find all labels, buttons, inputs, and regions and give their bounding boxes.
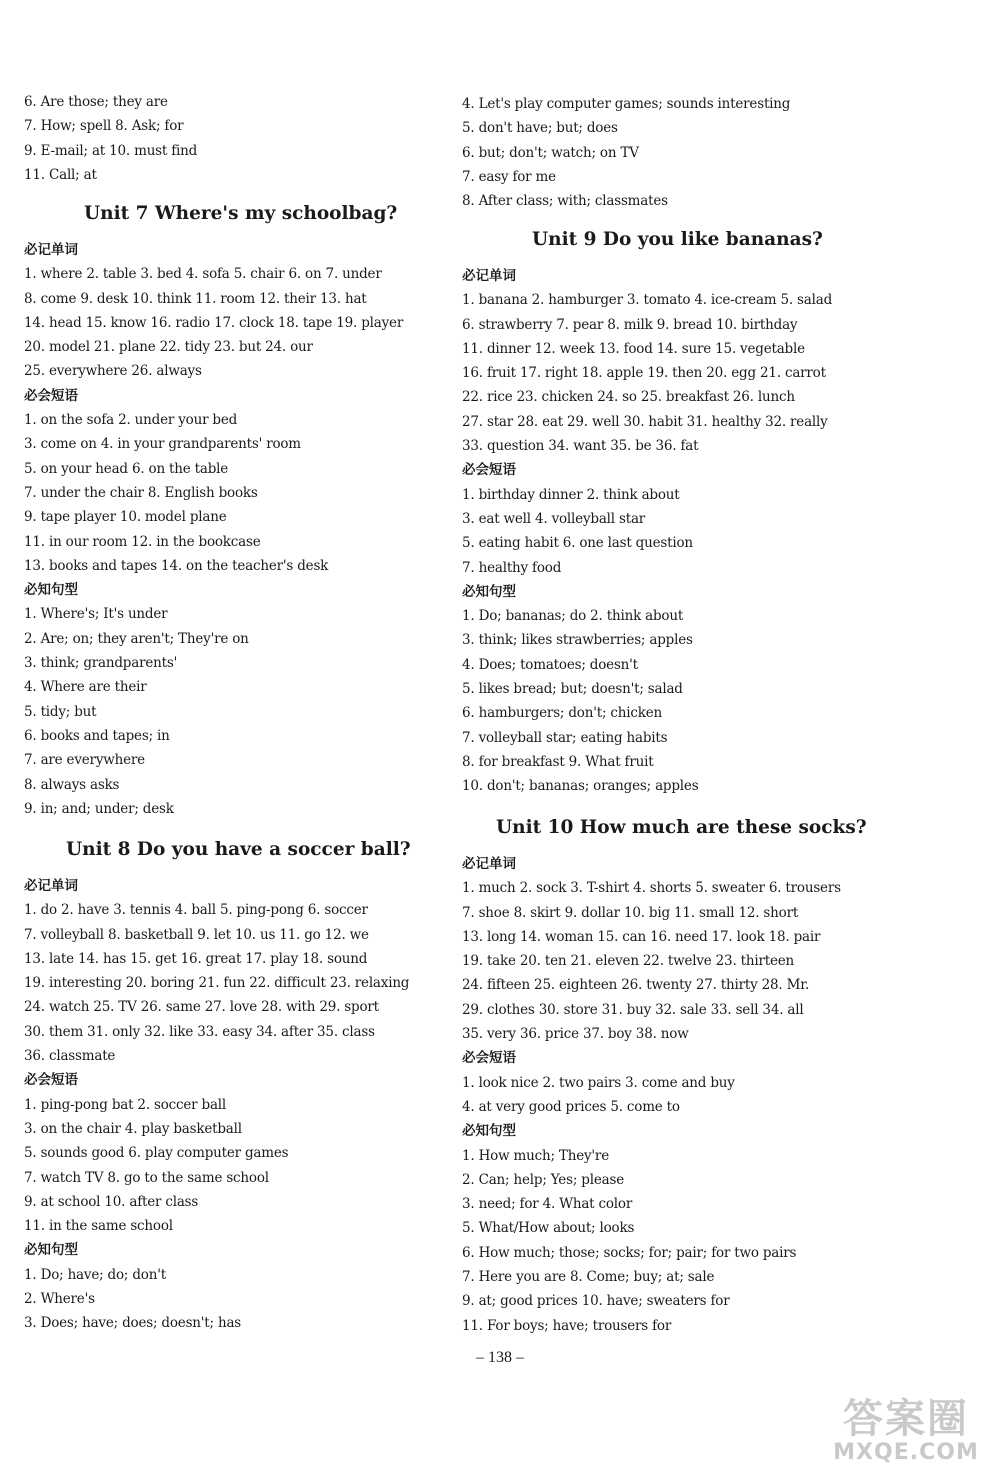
answer-line: 1. banana 2. hamburger 3. tomato 4. ice-cream 5. salad — [462, 292, 833, 309]
answer-line: 6. strawberry 7. pear 8. milk 9. bread 10. birthday — [462, 316, 798, 333]
answer-line: 1. much 2. sock 3. T-shirt 4. shorts 5. sweater 6. trousers — [462, 880, 841, 897]
answer-line: 5. likes bread; but; doesn't; salad — [462, 681, 683, 698]
unit7-section — [24, 190, 460, 821]
answer-line: 27. star 28. eat 29. well 30. habit 31. healthy 32. really — [462, 413, 828, 430]
phrases-label: 必会短语 — [462, 462, 516, 479]
answer-line: 1. where 2. table 3. bed 4. sofa 5. chair 6. on 7. under — [24, 266, 382, 283]
answer-line: 2. Can; help; Yes; please — [462, 1171, 624, 1188]
answer-line: 6. How much; those; socks; for; pair; for two pairs — [462, 1244, 797, 1261]
answer-line: 11. Call; at — [24, 166, 97, 183]
sentences-label: 必知句型 — [24, 582, 78, 599]
answer-line: 7. How; spell 8. Ask; for — [24, 118, 184, 135]
answer-line: 16. fruit 17. right 18. apple 19. then 20. egg 21. carrot — [462, 365, 826, 382]
answer-line: 13. late 14. has 15. get 16. great 17. play 18. sound — [24, 950, 368, 967]
answer-line: 24. fifteen 25. eighteen 26. twenty 27. thirty 28. Mr. — [462, 977, 810, 994]
answer-line: 1. How much; They're — [462, 1147, 609, 1164]
answer-line: 35. very 36. price 37. boy 38. now — [462, 1026, 689, 1043]
answer-line: 4. Does; tomatoes; doesn't — [462, 656, 638, 673]
answer-line: 22. rice 23. chicken 24. so 25. breakfast 26. lunch — [462, 389, 795, 406]
sentences-label: 必知句型 — [462, 1123, 516, 1140]
answer-line: 7. healthy food — [462, 559, 562, 576]
answer-line: 8. come 9. desk 10. think 11. room 12. their 13. hat — [24, 290, 367, 307]
answer-line: 11. in the same school — [24, 1218, 173, 1235]
unit-title: Unit 10 How much are these socks? — [496, 817, 867, 838]
answer-line: 7. are everywhere — [24, 752, 145, 769]
answer-line: 20. model 21. plane 22. tidy 23. but 24. our — [24, 339, 313, 356]
sentences-label: 必知句型 — [24, 1242, 78, 1259]
answer-line: 3. think; likes strawberries; apples — [462, 632, 693, 649]
answer-line: 5. What/How about; looks — [462, 1220, 635, 1237]
watermark-logo-text: 答案圈 — [843, 1396, 969, 1442]
answer-line: 19. take 20. ten 21. eleven 22. twelve 23. thirteen — [462, 953, 795, 970]
unit-title: Unit 8 Do you have a soccer ball? — [66, 839, 411, 860]
answer-line: 9. at; good prices 10. have; sweaters for — [462, 1293, 730, 1310]
answer-line: 3. eat well 4. volleyball star — [462, 510, 646, 527]
answer-line: 13. long 14. woman 15. can 16. need 17. look 18. pair — [462, 928, 821, 945]
answer-line: 1. on the sofa 2. under your bed — [24, 412, 238, 429]
unit-title: Unit 9 Do you like bananas? — [532, 229, 823, 250]
answer-line: 1. Where's; It's under — [24, 606, 168, 623]
unit8-section — [24, 826, 460, 1336]
answer-line: 19. interesting 20. boring 21. fun 22. difficult 23. relaxing — [24, 975, 410, 992]
answer-line: 8. After class; with; classmates — [462, 193, 668, 210]
answer-line: 5. eating habit 6. one last question — [462, 535, 693, 552]
answer-line: 8. always asks — [24, 776, 120, 793]
answer-line: 1. ping-pong bat 2. soccer ball — [24, 1096, 227, 1113]
answer-line: 1. Do; bananas; do 2. think about — [462, 608, 684, 625]
answer-line: 6. hamburgers; don't; chicken — [462, 705, 662, 722]
answer-line: 7. easy for me — [462, 168, 556, 185]
answer-line: 4. at very good prices 5. come to — [462, 1098, 680, 1115]
answer-line: 33. question 34. want 35. be 36. fat — [462, 438, 699, 455]
answer-line: 7. Here you are 8. Come; buy; at; sale — [462, 1269, 715, 1286]
phrases-label: 必会短语 — [462, 1050, 516, 1067]
answer-line: 25. everywhere 26. always — [24, 363, 202, 380]
answer-line: 13. books and tapes 14. on the teacher's desk — [24, 557, 329, 574]
answer-line: 5. don't have; but; does — [462, 120, 618, 137]
answer-line: 5. sounds good 6. play computer games — [24, 1145, 289, 1162]
answer-line: 7. volleyball star; eating habits — [462, 729, 668, 746]
answer-line: 1. do 2. have 3. tennis 4. ball 5. ping-pong 6. soccer — [24, 902, 368, 919]
answer-line: 8. for breakfast 9. What fruit — [462, 753, 654, 770]
phrases-label: 必会短语 — [24, 387, 78, 404]
answer-line: 7. shoe 8. skirt 9. dollar 10. big 11. small 12. short — [462, 904, 799, 921]
answer-line: 3. think; grandparents' — [24, 655, 178, 672]
answer-line: 3. Does; have; does; doesn't; has — [24, 1315, 242, 1332]
words-label: 必记单词 — [462, 856, 516, 872]
answer-line: 9. at school 10. after class — [24, 1193, 199, 1210]
answer-line: 11. in our room 12. in the bookcase — [24, 533, 261, 550]
unit10-section — [462, 804, 882, 1338]
answer-line: 6. Are those; they are — [24, 94, 168, 110]
answer-line: 1. Do; have; do; don't — [24, 1266, 166, 1283]
answer-line: 10. don't; bananas; oranges; apples — [462, 778, 699, 795]
answer-line: 2. Are; on; they aren't; They're on — [24, 630, 249, 647]
answer-line: 3. on the chair 4. play basketball — [24, 1120, 242, 1137]
unit9-section — [462, 216, 882, 799]
answer-line: 24. watch 25. TV 26. same 27. love 28. with 29. sport — [24, 999, 379, 1016]
answer-line: 1. birthday dinner 2. think about — [462, 486, 680, 503]
answer-line: 36. classmate — [24, 1048, 116, 1065]
answer-line: 6. books and tapes; in — [24, 727, 170, 744]
answer-line: 9. tape player 10. model plane — [24, 509, 227, 526]
words-label: 必记单词 — [462, 268, 516, 284]
answer-line: 5. on your head 6. on the table — [24, 460, 229, 477]
unit-title: Unit 7 Where's my schoolbag? — [84, 203, 398, 224]
answer-line: 7. volleyball 8. basketball 9. let 10. us 11. go 12. we — [24, 926, 369, 943]
answer-line: 3. come on 4. in your grandparents' room — [24, 436, 301, 453]
answer-line: 4. Where are their — [24, 679, 147, 696]
watermark-logo — [826, 1397, 986, 1465]
answer-line: 3. need; for 4. What color — [462, 1196, 633, 1213]
answer-line: 11. For boys; have; trousers for — [462, 1317, 672, 1334]
answer-line: 14. head 15. know 16. radio 17. clock 18. tape 19. player — [24, 314, 404, 331]
sentences-label: 必知句型 — [462, 583, 516, 600]
answer-line: 7. watch TV 8. go to the same school — [24, 1169, 269, 1186]
answer-line: 30. them 31. only 32. like 33. easy 34. after 35. class — [24, 1023, 375, 1040]
unit8-continued — [462, 92, 882, 213]
answer-line: 29. clothes 30. store 31. buy 32. sale 33. sell 34. all — [462, 1001, 804, 1018]
watermark-url: MXQE.COM — [833, 1440, 979, 1465]
answer-line: 2. Where's — [24, 1291, 95, 1308]
phrases-label: 必会短语 — [24, 1072, 78, 1089]
answer-line: 1. look nice 2. two pairs 3. come and buy — [462, 1074, 735, 1091]
answer-line: 7. under the chair 8. English books — [24, 484, 258, 501]
answer-line: 9. in; and; under; desk — [24, 800, 174, 817]
answer-line: 9. E-mail; at 10. must find — [24, 142, 198, 159]
answer-line: 4. Let's play computer games; sounds interesting — [462, 96, 791, 112]
answer-line: 5. tidy; but — [24, 703, 97, 720]
answer-line: 11. dinner 12. week 13. food 14. sure 15. vegetable — [462, 340, 805, 357]
answer-line: 6. but; don't; watch; on TV — [462, 144, 639, 161]
page-number: – 138 – — [476, 1349, 524, 1366]
words-label: 必记单词 — [24, 878, 78, 894]
words-label: 必记单词 — [24, 242, 78, 258]
unit6-continued — [24, 90, 460, 187]
